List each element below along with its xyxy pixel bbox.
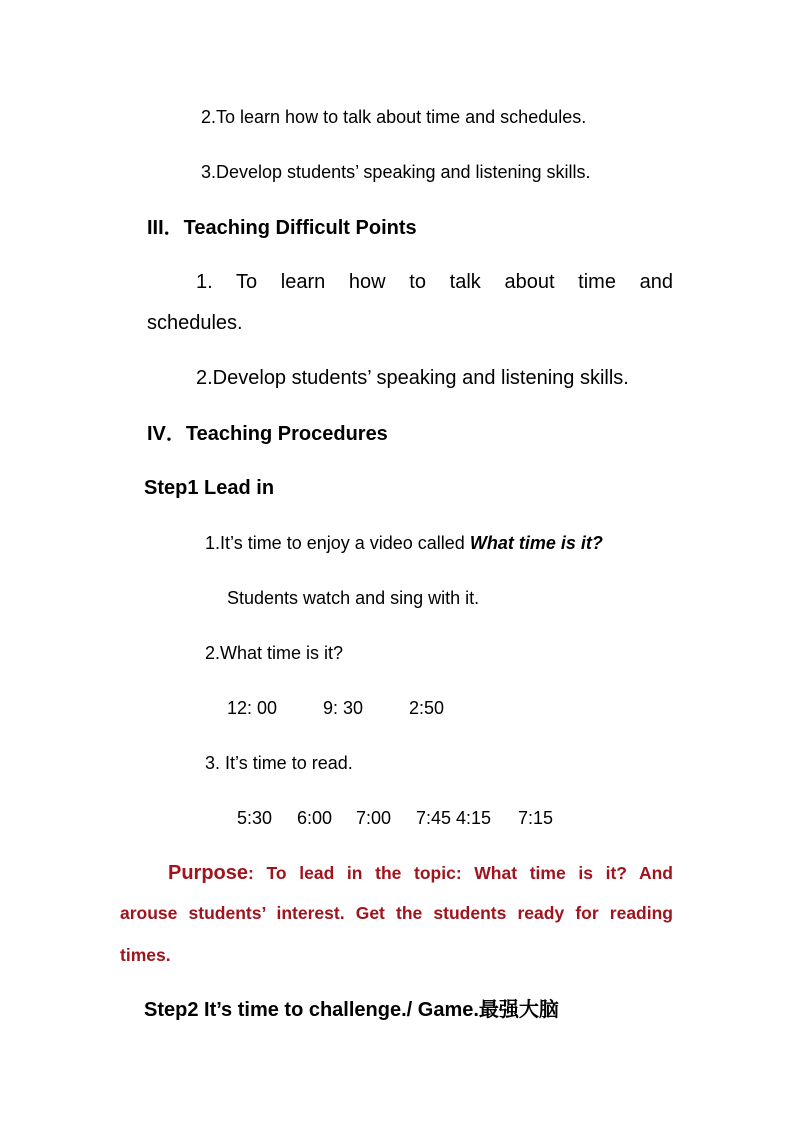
purpose-text-line1: : To lead in the topic: What time is it? And	[248, 863, 673, 883]
times-list-a	[227, 699, 444, 717]
purpose-line1	[168, 863, 673, 883]
objective-3: 3.Develop students’ speaking and listening skills.	[201, 162, 591, 182]
times-list-b	[237, 809, 553, 827]
procedures-heading: IV．Teaching Procedures	[147, 423, 388, 445]
time-value: 7:15	[518, 808, 554, 828]
time-value: 5:30	[237, 808, 273, 828]
step1-heading: Step1 Lead in	[144, 477, 275, 499]
step1-item1-text: 1.It’s time to enjoy a video called	[205, 533, 470, 553]
purpose-text-line2: arouse students’ interest. Get the students ready for reading	[120, 903, 673, 923]
time-value: 12: 00	[227, 698, 278, 718]
purpose-label: Purpose	[168, 862, 249, 884]
step2-heading: Step2 It’s time to challenge./ Game.最强大脑	[144, 999, 559, 1021]
time-value: 6:00	[297, 808, 333, 828]
difficult-point-2: 2.Develop students’ speaking and listening skills.	[196, 367, 629, 389]
time-value: 9: 30	[323, 698, 364, 718]
step1-item2: 2.What time is it?	[205, 643, 344, 663]
time-value: 7:00	[356, 808, 392, 828]
step1-item3: 3. It’s time to read.	[205, 753, 353, 773]
objective-2: 2.To learn how to talk about time and schedules.	[201, 107, 587, 127]
video-title: What time is it?	[469, 533, 603, 553]
step1-item1	[205, 534, 603, 552]
difficult-point-1-line2: schedules.	[147, 312, 243, 334]
difficult-point-1-line1: 1. To learn how to talk about time and	[196, 271, 673, 293]
time-value: 2:50	[409, 698, 445, 718]
step1-item1-sub: Students watch and sing with it.	[227, 588, 480, 608]
difficult-points-heading: III．Teaching Difficult Points	[147, 217, 417, 239]
time-value: 7:45 4:15	[416, 808, 492, 828]
purpose-text-line3: times.	[120, 945, 171, 965]
